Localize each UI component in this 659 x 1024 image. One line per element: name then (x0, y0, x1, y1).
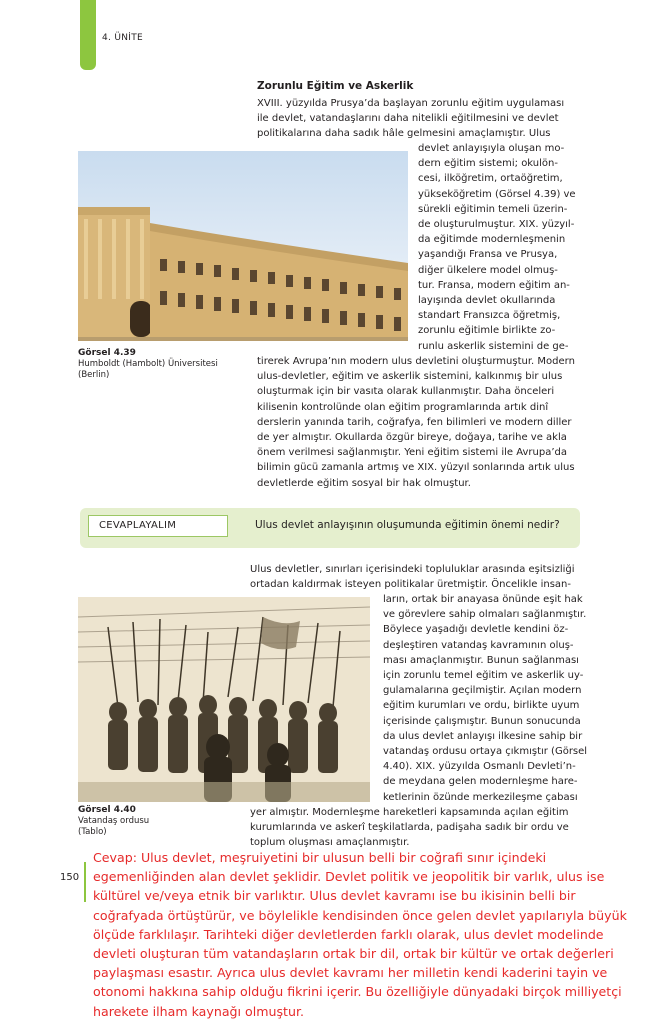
section-para1-full (257, 96, 564, 142)
unit-tab-marker (80, 0, 96, 70)
question-text: Ulus devlet anlayışının oluşumunda eğitimin önemi nedir? (255, 519, 560, 531)
answer-line: egemenliğinden alan devlet şeklidir. Devlet politik ve jeopolitik bir varlık, ulus ise (93, 869, 605, 885)
text-line: de yer almıştır. Okullarda özgür bireye, doğaya, tarihe ve akla (257, 432, 567, 444)
answer-text (93, 848, 633, 1021)
page-side-marker (84, 862, 86, 902)
text-line: yaşandığı Fransa ve Prusya, (418, 249, 558, 261)
text-line: XVIII. yüzyılda Prusya’da başlayan zorunlu eğitim uygulaması (257, 98, 565, 109)
text-line: ve görevlere sahip olmaları sağlanmıştır. (383, 609, 587, 621)
text-line: zorunlu eğitimle birlikte zo- (418, 325, 556, 337)
text-line: tur. Fransa, modern eğitim an- (418, 279, 570, 291)
university-building-image (78, 151, 408, 341)
figure-caption: Vatandaş ordusu (78, 816, 150, 826)
text-line: 4.40). XIX. yüzyılda Osmanlı Devleti’n- (383, 761, 576, 773)
text-line: toplum oluşması amaçlanmıştır. (250, 837, 410, 849)
text-line: gulamalarına geçilmiştir. Açılan modern (383, 685, 582, 697)
figure-label: Görsel 4.40 (78, 805, 136, 815)
figure-caption: (Tablo) (78, 827, 107, 837)
citizen-army-image (78, 597, 370, 802)
section-title: Zorunlu Eğitim ve Askerlik (257, 80, 414, 92)
text-line: Böylece yaşadığı devletle kendini öz- (383, 624, 569, 636)
text-line: devletlerde eğitim sosyal bir hak olmuştur. (257, 477, 471, 489)
text-line: ile devlet, vatandaşlarını daha nitelikli eğitilmesini ve devlet (257, 113, 559, 125)
section-para1-rest (257, 354, 575, 491)
text-line: kurumlarında ve askerî teşkilatlarda, padişaha sadık bir ordu ve (250, 822, 569, 834)
text-line: derslerin yanında tarih, coğrafya, fen bilimleri ve modern diller (257, 416, 572, 428)
answer-line: ölçüde farklılaşır. Tarihteki diğer devletlerden farklı olarak, ulus devlet modelinde (93, 926, 604, 942)
text-line: Ulus devletler, sınırları içerisindeki topluluklar arasında eşitsizliği (250, 564, 575, 575)
figure-4-40-caption (78, 805, 149, 838)
university-building-illustration (78, 151, 408, 341)
answer-line: coğrafyada örtüştürür, ve böylelikle kendisinden önce gelen devlet yapılarıyla büyük (93, 907, 627, 923)
answer-line: harekete ilham kaynağı olmuştur. (93, 1003, 304, 1019)
text-line: yer almıştır. Modernleşme hareketleri kapsamında açılan eğitim (250, 807, 569, 818)
text-line: runlu askerlik sistemini de ge- (418, 340, 569, 352)
text-line: içerisinde çalışmıştır. Bunun sonucunda (383, 715, 581, 727)
figure-4-39-caption (78, 348, 218, 381)
question-label: CEVAPLAYALIM (88, 515, 228, 537)
text-line: kilisenin kontrolünde olan eğitim programlarında artık dinî (257, 401, 549, 413)
text-line: tirerek Avrupa’nın modern ulus devletini oluşturmuştur. Modern (257, 356, 575, 367)
section2-full (250, 562, 575, 592)
text-line: devlet anlayışıyla oluşan mo- (418, 143, 565, 154)
section2-wrap (383, 592, 587, 805)
figure-caption: (Berlin) (78, 370, 110, 380)
text-line: de meydana gelen modernleşme hare- (383, 776, 578, 788)
text-line: diğer ülkelere model olmuş- (418, 264, 558, 276)
text-line: yükseköğretim (Görsel 4.39) ve (418, 188, 576, 200)
text-line: de oluşturulmuştur. XIX. yüzyıl- (418, 219, 575, 231)
text-line: ketlerinin özünde merkezileşme çabası (383, 791, 578, 803)
text-line: dern eğitim sistemi; okulön- (418, 158, 558, 170)
text-line: standart Fransızca öğretmiş, (418, 310, 561, 322)
text-line: ması amaçlanmıştır. Bunun sağlanması (383, 654, 579, 666)
citizen-army-engraving (78, 597, 370, 802)
text-line: deşleştiren vatandaş kavramının oluş- (383, 639, 574, 651)
text-line: ların, ortak bir anayasa önünde eşit hak (383, 594, 583, 605)
text-line: sürekli eğitimin temeli üzerin- (418, 203, 568, 215)
text-line: önem verilmesi sağlanmıştır. Yeni eğitim sistemi ile Avrupa’da (257, 447, 567, 459)
section-para1-wrap (418, 141, 576, 354)
text-line: layışında devlet okullarında (418, 295, 556, 307)
answer-line: devleti oluşturan tüm vatandaşların ortak bir dil, ortak bir kültür ve ortak değerleri (93, 946, 614, 962)
text-line: için zorunlu temel eğitim ve askerlik uy- (383, 670, 584, 682)
figure-label: Görsel 4.39 (78, 348, 136, 358)
text-line: politikalarına daha sadık hâle gelmesini amaçlamıştır. Ulus (257, 128, 551, 140)
text-line: cesi, ilköğretim, ortaöğretim, (418, 173, 563, 185)
figure-caption: Humboldt (Hambolt) Üniversitesi (78, 359, 218, 369)
text-line: ulus-devletler, eğitim ve askerlik sistemini, kalkınmış bir ulus (257, 371, 563, 383)
unit-label: 4. ÜNİTE (102, 33, 144, 43)
text-line: da eğitimde modernleşmenin (418, 234, 566, 246)
answer-line: otonomi hakkına sahip olduğu fikrini içerir. Bu özelliğiyle dünyadaki birçok milliyetçi (93, 984, 622, 1000)
text-line: vatandaş ordusu ortaya çıkmıştır (Görsel (383, 746, 588, 758)
page-number: 150 (60, 872, 80, 883)
text-line: oluşturmak için bir vasıta olarak kullanmıştır. Daha önceleri (257, 386, 555, 398)
section2-rest (250, 805, 569, 851)
answer-line: Cevap: Ulus devlet, meşruiyetini bir ulusun belli bir coğrafi sınır içindeki (93, 850, 547, 865)
answer-line: kültürel ve/veya etnik bir varlıktır. Ulus devlet kavramı ise bu ikisinin belli bir (93, 888, 576, 904)
answer-line: paylaşması esastır. Ayrıca ulus devlet kavramı her milletin kendi kaderini tayin ve (93, 965, 608, 981)
text-line: ortadan kaldırmak isteyen politikalar üretmiştir. Öncelikle insan- (250, 579, 572, 591)
text-line: bilimin gücü zamanla artmış ve XIX. yüzyıl sonlarında artık ulus (257, 462, 575, 474)
text-line: da ulus devlet anlayışı ilkesine sahip bir (383, 730, 583, 742)
text-line: eğitim kurumları ve ordu, birlikte uyum (383, 700, 580, 712)
